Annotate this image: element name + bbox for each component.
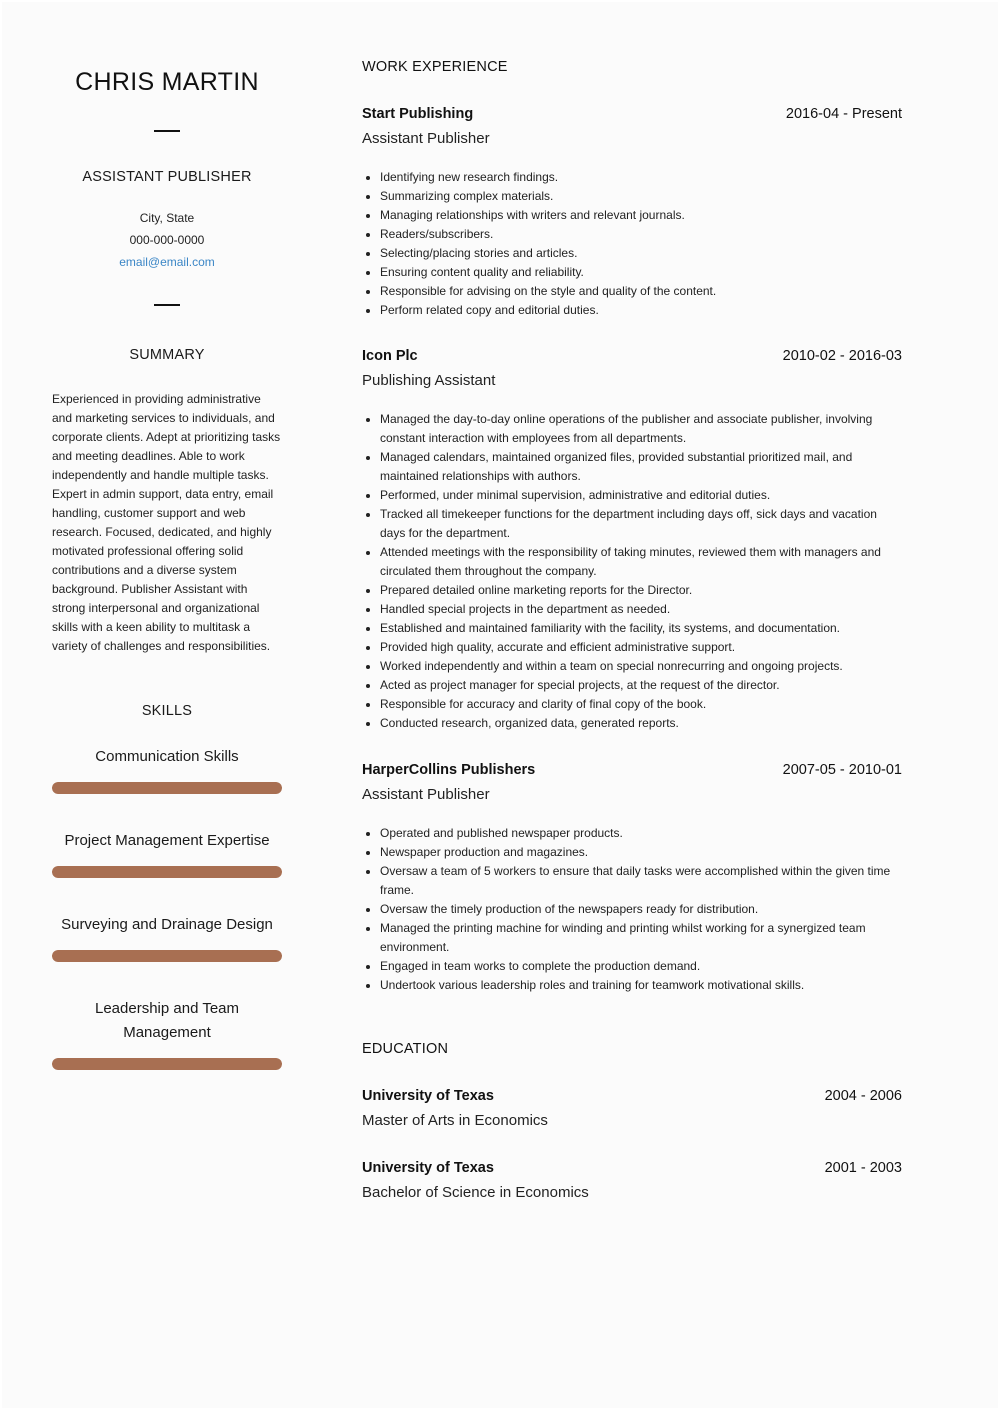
education-dates: 2004 - 2006 — [824, 1088, 902, 1104]
job-bullet: • Selecting/placing stories and articles. — [380, 244, 902, 263]
job-bullet: • Ensuring content quality and reliability. — [380, 263, 902, 282]
job-bullet: • Perform related copy and editorial duties. — [380, 301, 902, 320]
work-experience-heading: WORK EXPERIENCE — [362, 59, 508, 75]
skill-bar-fill — [52, 950, 282, 962]
job-bullet: • Tracked all timekeeper functions for the department including days off, sick days and vacation days for the department. — [380, 505, 902, 543]
candidate-name: CHRIS MARTIN — [75, 68, 259, 96]
skill-name: Surveying and Drainage Design — [61, 916, 273, 933]
job-role: Assistant Publisher — [362, 786, 490, 803]
job-bullet: • Engaged in team works to complete the production demand. — [380, 957, 902, 976]
job-bullet: • Managed calendars, maintained organized files, provided substantial prioritized mail, and maintained relationships with authors. — [380, 448, 902, 486]
job-dates: 2010-02 - 2016-03 — [782, 348, 902, 364]
company-name: HarperCollins Publishers — [362, 762, 536, 778]
summary-heading: SUMMARY — [129, 347, 205, 363]
skill-bar — [52, 782, 282, 794]
skill-name: Communication Skills — [95, 748, 239, 765]
education-heading: EDUCATION — [362, 1041, 449, 1057]
skill-name: Project Management Expertise — [64, 832, 270, 849]
skill-bar-fill — [52, 782, 282, 794]
phone: 000-000-0000 — [129, 233, 205, 247]
job-bullet: • Attended meetings with the responsibility of taking minutes, reviewed them with managers and circulated them throughout the company. — [380, 543, 902, 581]
skill-bar-fill — [52, 1058, 282, 1070]
job-title: ASSISTANT PUBLISHER — [82, 169, 252, 185]
job-bullet: • Readers/subscribers. — [380, 225, 902, 244]
summary-text: Experienced in providing administrative and marketing services to individuals, and corporate clients. Adept at prioritizing tasks and meeting deadlines. Able to work independently and handle multiple tasks. Expert in admin support, data entry, email handling, customer support and web research. Focused, dedicated, and highly motivated professional offering solid contributions and a diverse system background. Publisher Assistant with strong interpersonal and organizational skills with a keen ability to multitask a variety of challenges and responsibilities. — [52, 392, 281, 653]
job-bullet: • Acted as project manager for special projects, at the request of the director. — [380, 676, 902, 695]
skill-bar — [52, 1058, 282, 1070]
job-bullet: • Summarizing complex materials. — [380, 187, 902, 206]
job-dates: 2007-05 - 2010-01 — [782, 762, 902, 778]
job-bullet: • Operated and published newspaper products. — [380, 824, 902, 843]
job-bullet: • Newspaper production and magazines. — [380, 843, 902, 862]
skill-bar-fill — [52, 866, 282, 878]
job-bullet: • Worked independently and within a team on special nonrecurring and ongoing projects. — [380, 657, 902, 676]
skill-bar — [52, 950, 282, 962]
job-bullet: • Managed the printing machine for winding and printing whilst working for a synergized team environment. — [380, 919, 902, 957]
email-link[interactable]: email@email.com — [119, 255, 215, 269]
job-bullet: • Prepared detailed online marketing reports for the Director. — [380, 581, 902, 600]
job-role: Publishing Assistant — [362, 372, 496, 389]
job-bullets — [362, 168, 902, 320]
skill-name: Leadership and Team Management — [95, 1000, 239, 1041]
job-bullet: • Conducted research, organized data, generated reports. — [380, 714, 902, 733]
job-bullet: • Handled special projects in the department as needed. — [380, 600, 902, 619]
job-bullet: • Undertook various leadership roles and training for teamwork motivational skills. — [380, 976, 902, 995]
job-bullet: • Managing relationships with writers and relevant journals. — [380, 206, 902, 225]
job-bullet: • Oversaw a team of 5 workers to ensure that daily tasks were accomplished within the given time frame. — [380, 862, 902, 900]
education-dates: 2001 - 2003 — [824, 1160, 902, 1176]
company-name: Start Publishing — [362, 106, 474, 122]
job-bullet: • Managed the day-to-day online operations of the publisher and associate publisher, involving constant interaction with employees from all departments. — [380, 410, 902, 448]
job-bullet: • Oversaw the timely production of the newspapers ready for distribution. — [380, 900, 902, 919]
resume-page — [2, 2, 998, 1408]
job-role: Assistant Publisher — [362, 130, 490, 147]
school-name: University of Texas — [362, 1160, 494, 1176]
degree: Master of Arts in Economics — [362, 1112, 548, 1129]
job-bullets — [362, 824, 902, 995]
degree: Bachelor of Science in Economics — [362, 1184, 589, 1201]
job-bullet: • Responsible for accuracy and clarity of final copy of the book. — [380, 695, 902, 714]
job-bullet: • Identifying new research findings. — [380, 168, 902, 187]
location: City, State — [139, 211, 195, 225]
job-dates: 2016-04 - Present — [785, 106, 902, 122]
job-bullet: • Provided high quality, accurate and efficient administrative support. — [380, 638, 902, 657]
skills-heading: SKILLS — [141, 703, 193, 719]
job-bullet: • Performed, under minimal supervision, administrative and editorial duties. — [380, 486, 902, 505]
school-name: University of Texas — [362, 1088, 494, 1104]
divider — [154, 130, 180, 132]
company-name: Icon Plc — [362, 348, 418, 364]
job-bullet: • Responsible for advising on the style and quality of the content. — [380, 282, 902, 301]
job-bullets — [362, 410, 902, 733]
job-bullet: • Established and maintained familiarity with the facility, its systems, and documentation. — [380, 619, 902, 638]
divider — [154, 304, 180, 306]
skill-bar — [52, 866, 282, 878]
